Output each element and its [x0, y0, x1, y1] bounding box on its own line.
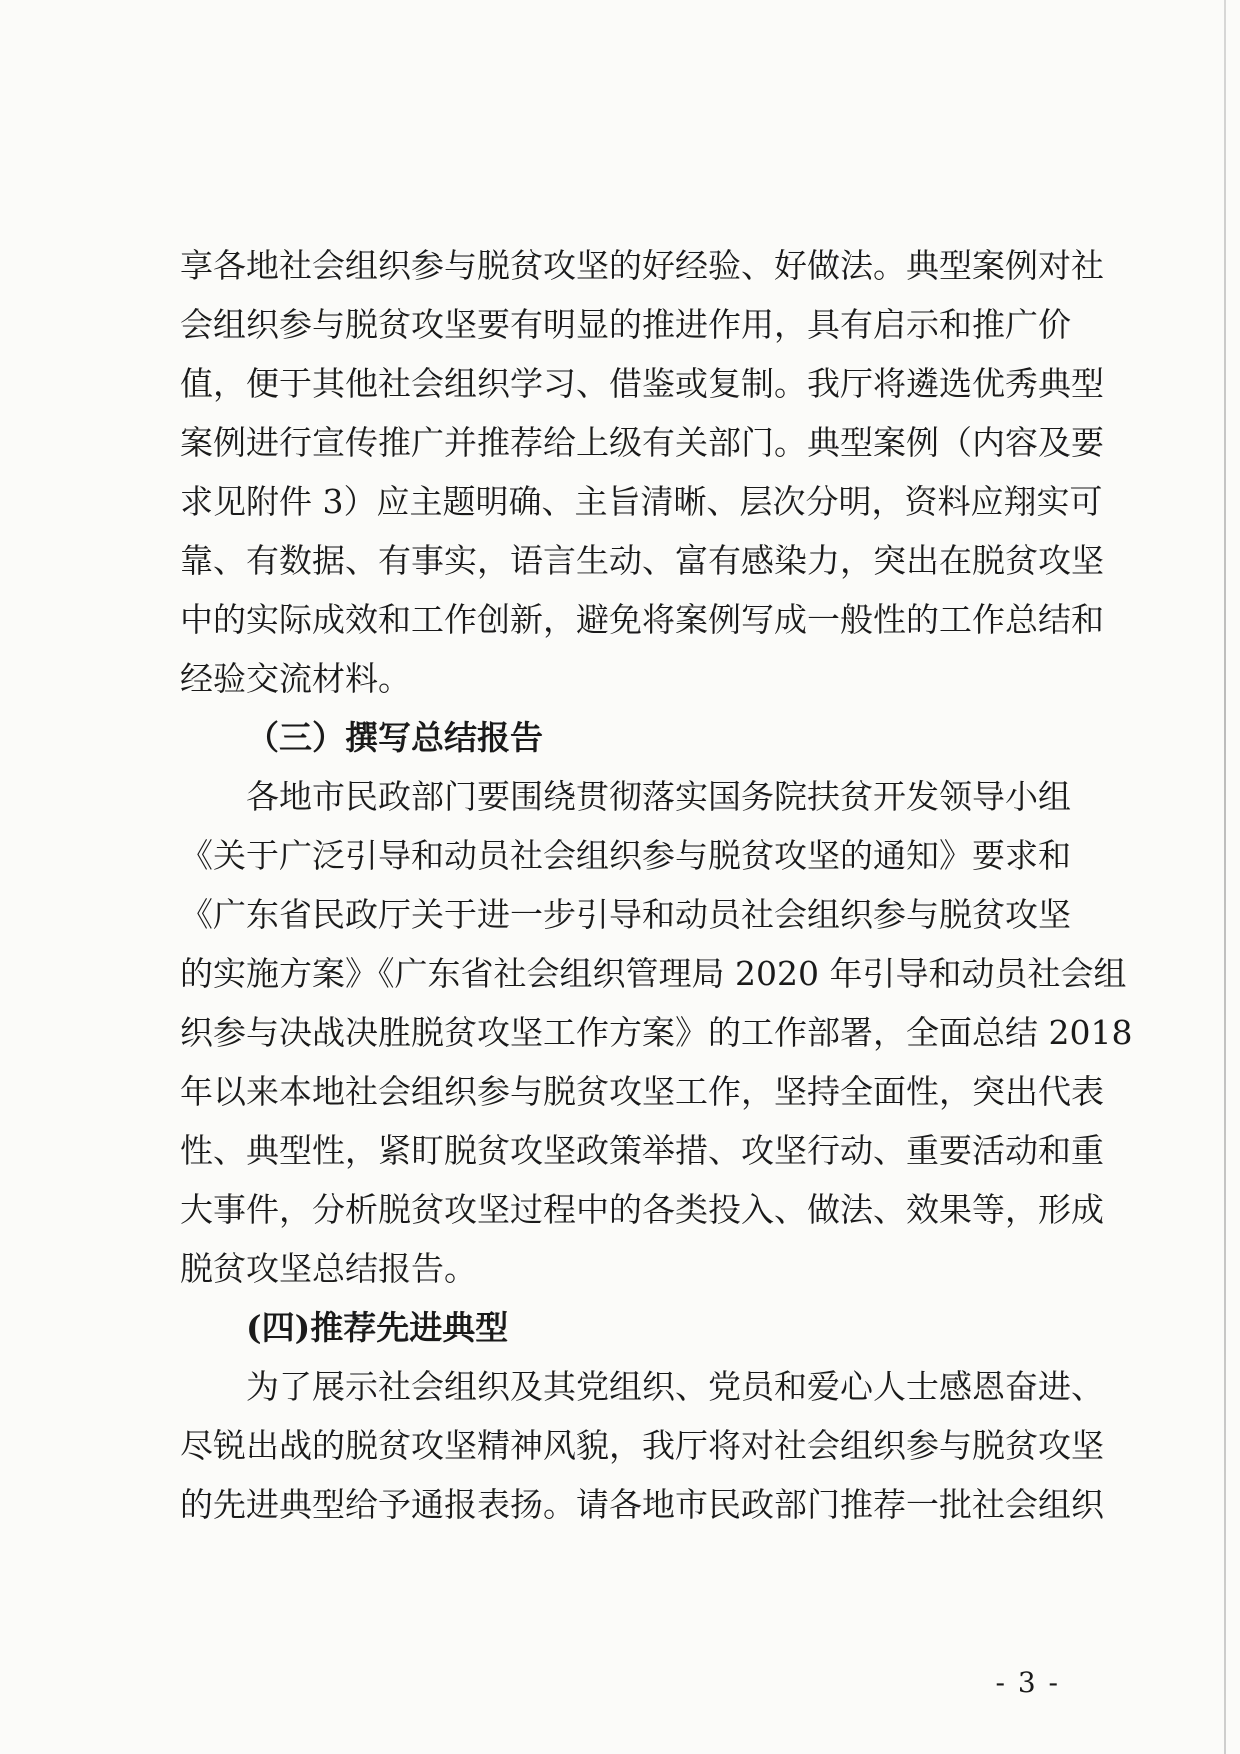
section-heading-recommend-models: (四)推荐先进典型	[246, 1308, 509, 1347]
text-line: 值，便于其他社会组织学习、借鉴或复制。我厅将遴选优秀典型	[180, 364, 1104, 403]
document-page	[180, 245, 1133, 1543]
text-line: 经验交流材料。	[180, 659, 411, 698]
text-line: 脱贫攻坚总结报告。	[180, 1249, 477, 1288]
scan-edge-line	[1224, 0, 1226, 1754]
text-line: 的实施方案》《广东省社会组织管理局 2020 年引导和动员社会组	[180, 954, 1127, 993]
paragraph-recommend-models	[180, 1366, 1104, 1526]
text-line: 大事件，分析脱贫攻坚过程中的各类投入、做法、效果等，形成	[180, 1190, 1104, 1229]
page-number: - 3 -	[995, 1666, 1060, 1699]
text-line: 《广东省民政厅关于进一步引导和动员社会组织参与脱贫攻坚	[180, 895, 1071, 934]
text-line: 性、典型性，紧盯脱贫攻坚政策举措、攻坚行动、重要活动和重	[180, 1131, 1104, 1170]
text-line: 的先进典型给予通报表扬。请各地市民政部门推荐一批社会组织	[180, 1485, 1104, 1524]
text-line: 《关于广泛引导和动员社会组织参与脱贫攻坚的通知》要求和	[180, 836, 1071, 875]
text-line: 享各地社会组织参与脱贫攻坚的好经验、好做法。典型案例对社	[180, 246, 1104, 285]
paragraph-typical-cases	[180, 245, 1104, 700]
text-line: 年以来本地社会组织参与脱贫攻坚工作，坚持全面性，突出代表	[180, 1072, 1104, 1111]
text-line: 织参与决战决胜脱贫攻坚工作方案》的工作部署，全面总结 2018	[180, 1013, 1133, 1052]
section-heading-summary-report: （三）撰写总结报告	[246, 718, 543, 757]
text-line: 会组织参与脱贫攻坚要有明显的推进作用，具有启示和推广价	[180, 305, 1071, 344]
text-line: 靠、有数据、有事实，语言生动、富有感染力，突出在脱贫攻坚	[180, 541, 1104, 580]
text-line: 为了展示社会组织及其党组织、党员和爱心人士感恩奋进、	[246, 1367, 1104, 1406]
paragraph-summary-report	[180, 776, 1133, 1290]
text-line: 尽锐出战的脱贫攻坚精神风貌，我厅将对社会组织参与脱贫攻坚	[180, 1426, 1104, 1465]
text-line: 案例进行宣传推广并推荐给上级有关部门。典型案例（内容及要	[180, 423, 1104, 462]
text-line: 各地市民政部门要围绕贯彻落实国务院扶贫开发领导小组	[246, 777, 1071, 816]
text-line: 中的实际成效和工作创新，避免将案例写成一般性的工作总结和	[180, 600, 1104, 639]
text-line: 求见附件 3）应主题明确、主旨清晰、层次分明，资料应翔实可	[180, 482, 1103, 521]
